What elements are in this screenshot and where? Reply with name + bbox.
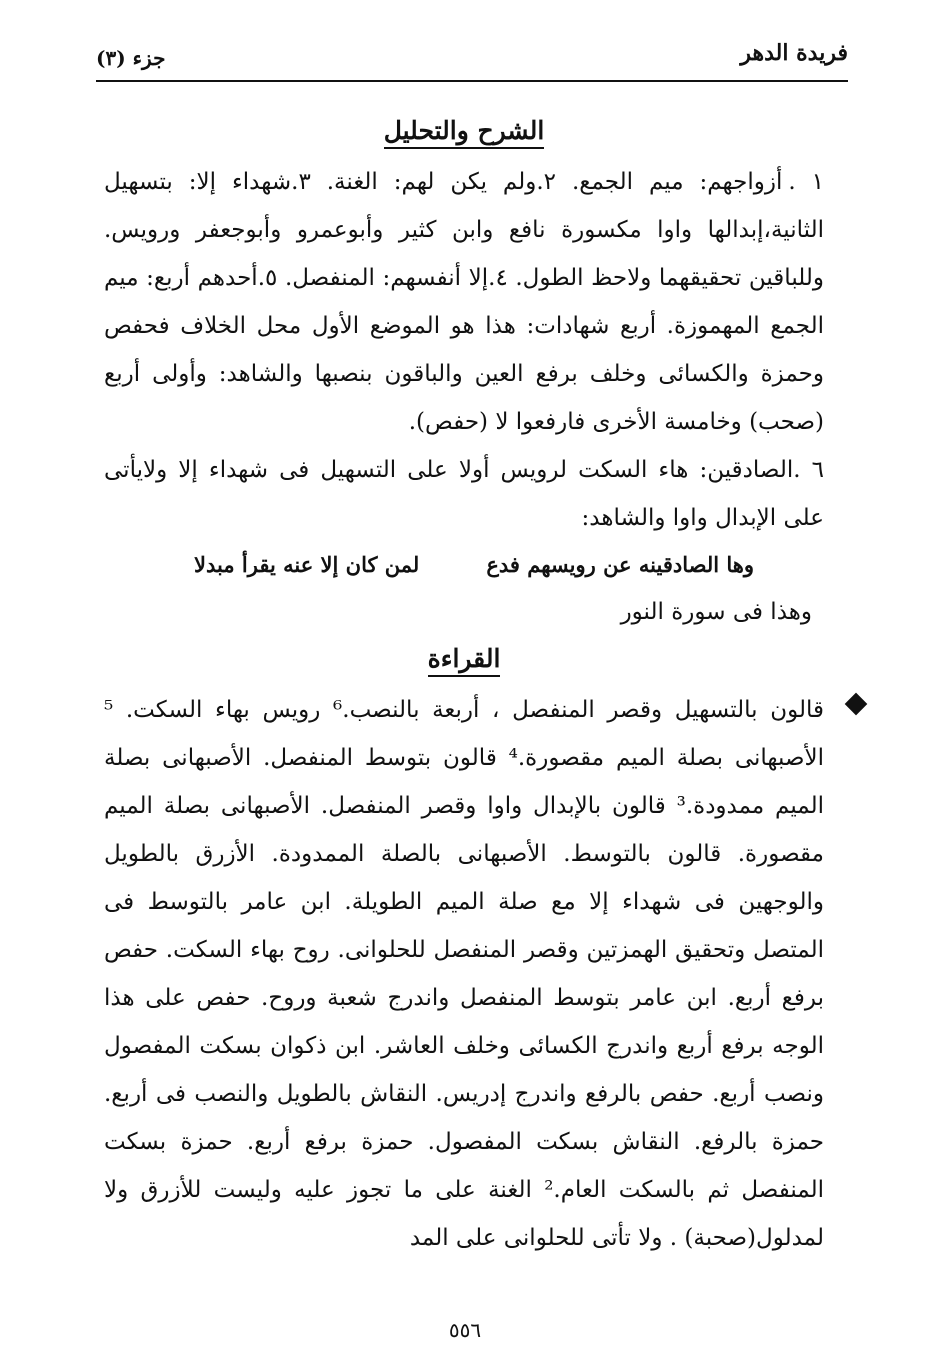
running-header [96, 40, 848, 80]
verse-second-hemistich: لمن كان إلا عنه يقرأ مبدلا [194, 552, 420, 577]
reading-paragraph [104, 686, 824, 1262]
surah-note: وهذا فى سورة النور [620, 599, 812, 625]
verse-first-hemistich: وها الصادقينه عن رويسهم فدع [486, 552, 754, 577]
note-text: أزواجهم: ميم الجمع. ٢.ولم يكن لهم: الغنة. ٣.شهداء إلا: بتسهيل الثانية،إبدالها واوا مكسورة نافع وابن كثير وأبوعمرو وأبوجعفر ورويس. وللباقين تحقيقهما ولاحظ الطول. ٤.إلا أنفسهم: المنفصل. ٥.أحدهم أربع: ميم الجمع المهموزة. أربع شهادات: هذا هو الموضع الأول محل الخلاف فحفص وحمزة والكسائى وخلف برفع العين والباقون بنصبها والشاهد: وأولى أربع (صحب) وخامسة الأخرى فارفعوا لا (حفص). [104, 169, 824, 435]
page-body [104, 108, 824, 1262]
reading-text: قالون بالتسهيل وقصر المنفصل ، أربعة بالنصب.⁶ رويس بهاء السكت. ⁵ الأصبهانى بصلة الميم مقصورة.⁴ قالون بتوسط المنفصل. الأصبهانى بصلة الميم ممدودة.³ قالون بالإبدال واوا وقصر المنفصل. الأصبهانى بصلة الميم مقصورة. قالون بالتوسط. الأصبهانى بالصلة الممدودة. الأزرق بالطويل والوجهين فى شهداء إلا مع صلة الميم الطويلة. ابن عامر بالتوسط فى المتصل وتحقيق الهمزتين وقصر المنفصل للحلوانى. روح بهاء السكت. حفص برفع أربع. ابن عامر بتوسط المنفصل واندرج شعبة وروح. حفص على هذا الوجه برفع أربع واندرج الكسائى وخلف العاشر. ابن ذكوان بسكت المفصول ونصب أربع. حفص بالرفع واندرج إدريس. النقاش بالطويل والنصب فى أربع. حمزة بالرفع. النقاش بسكت المفصول. حمزة برفع أربع. حمزة بسكت المنفصل ثم بالسكت العام.² الغنة على ما تجوز عليه وليست للأزرق ولا لمدلول(صحبة) . ولا تأتى للحلوانى على المد [104, 697, 824, 1251]
note-number: ١ . [788, 169, 824, 195]
section-heading-explanation: الشرح والتحليل [104, 108, 824, 154]
header-rule [96, 80, 848, 82]
note-paragraph-1 [104, 158, 824, 446]
part-number: جزء (٣) [96, 46, 166, 70]
note-paragraph-6 [104, 446, 824, 542]
diamond-bullet-icon [845, 693, 868, 716]
poetry-verse [194, 542, 754, 588]
book-title: فريدة الدهر [740, 40, 848, 66]
section-heading-reading: القراءة [104, 636, 824, 682]
page-number: ٥٥٦ [448, 1318, 482, 1342]
note-text: ٦ .الصادقين: هاء السكت لرويس أولا على التسهيل فى شهداء إلا ولايأتى على الإبدال واوا والشاهد: [104, 457, 824, 531]
